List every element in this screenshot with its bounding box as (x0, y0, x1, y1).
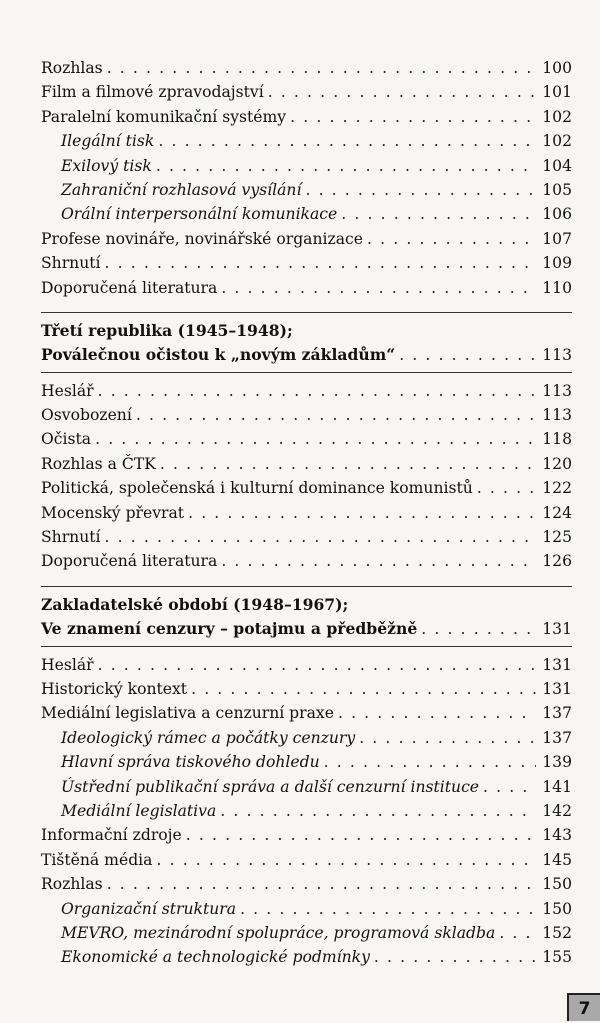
leader-dots (158, 129, 536, 153)
toc-entry-page: 104 (542, 156, 572, 175)
toc-entry (41, 823, 572, 847)
toc-entry-title: Exilový tisk (61, 156, 152, 175)
toc-entry (41, 677, 572, 701)
toc-entry-title: Rozhlas a ČTK (41, 454, 156, 473)
section-heading-line1: Zakladatelské období (1948–1967); (41, 594, 349, 614)
leader-dots (98, 653, 536, 677)
toc-entry-title: Osvobození (41, 406, 132, 425)
toc-entry-title: Orální interpersonální komunikace (61, 205, 338, 224)
leader-dots (98, 379, 536, 403)
toc-entry (41, 872, 572, 896)
toc-entry (41, 251, 572, 275)
toc-entry-page: 118 (542, 430, 572, 449)
toc-entry (41, 775, 572, 799)
toc-entry (41, 799, 572, 823)
toc-entry-title: Politická, společenská i kulturní dominance komunistů (41, 479, 473, 498)
toc-entry-page: 109 (542, 254, 572, 273)
toc-entry-title: Mocenský převrat (41, 503, 185, 522)
toc-entry-title: Film a filmové zpravodajství (41, 83, 264, 102)
section-heading-line2: Ve znamení cenzury – potajmu a předběžně (41, 619, 418, 639)
toc-entry-page: 107 (542, 229, 572, 248)
toc-entry (41, 80, 572, 104)
leader-dots (107, 56, 536, 80)
toc-entry-title: Mediální legislativa (61, 801, 217, 820)
toc-entry (41, 129, 572, 153)
toc-entry (41, 276, 572, 300)
toc-section (41, 379, 572, 574)
toc-entry (41, 921, 572, 945)
toc-entry (41, 202, 572, 226)
toc-entry-title: Rozhlas (41, 875, 103, 894)
toc-entry (41, 653, 572, 677)
toc-entry (41, 945, 572, 969)
leader-dots (499, 921, 536, 945)
toc-entry-title: Shrnutí (41, 254, 101, 273)
leader-dots (220, 799, 536, 823)
toc-entry (41, 379, 572, 403)
toc-entry-title: Rozhlas (41, 59, 103, 77)
page-number-badge: 7 (567, 993, 600, 1021)
section-heading-line1: Třetí republika (1945–1948); (41, 320, 293, 340)
leader-dots (105, 251, 536, 275)
toc-entry-page: 101 (542, 83, 572, 102)
toc-entry (41, 701, 572, 725)
toc-entry-title: Očista (41, 430, 92, 449)
toc-entry-page: 137 (542, 728, 572, 747)
toc-entry (41, 427, 572, 451)
toc-entry (41, 178, 572, 202)
section-heading-line2: Poválečnou očistou k „novým základům“ (41, 345, 396, 365)
leader-dots (324, 750, 536, 774)
toc-entry-title: Ekonomické a technologické podmínky (61, 948, 370, 967)
toc-entry-page: 113 (542, 381, 572, 400)
toc-entry-title: Mediální legislativa a cenzurní praxe (41, 704, 334, 723)
toc-entry-page: 137 (542, 704, 572, 723)
leader-dots (160, 452, 536, 476)
toc-entry-page: 141 (542, 777, 572, 796)
toc-entry (41, 897, 572, 921)
toc-entry-page: 106 (542, 205, 572, 224)
toc-entry (41, 105, 572, 129)
toc-entry-title: Profese novináře, novinářské organizace (41, 229, 363, 248)
toc-entry-title: Zahraniční rozhlasová vysílání (61, 180, 302, 199)
leader-dots (268, 80, 536, 104)
toc-entry-title: Shrnutí (41, 528, 101, 547)
toc-entry-page: 105 (542, 180, 572, 199)
leader-dots (240, 897, 536, 921)
toc-section-heading (41, 593, 572, 642)
section-heading-line2-row (41, 617, 572, 641)
section-divider (41, 312, 572, 313)
toc-entry (41, 726, 572, 750)
toc-entry-page: 131 (542, 679, 572, 698)
toc-entry-title: Hlavní správa tiskového dohledu (61, 753, 320, 772)
leader-dots (188, 501, 536, 525)
leader-dots (191, 677, 536, 701)
toc-entry (41, 56, 572, 80)
toc-entry (41, 750, 572, 774)
leader-dots (290, 105, 536, 129)
toc-section (41, 653, 572, 970)
toc-entry-page: 113 (542, 406, 572, 425)
leader-dots (374, 945, 536, 969)
section-heading-page: 131 (542, 620, 572, 639)
leader-dots (156, 848, 536, 872)
section-divider (41, 646, 572, 647)
toc-entry-page: 126 (542, 552, 572, 571)
leader-dots (477, 476, 536, 500)
leader-dots (186, 823, 536, 847)
toc-entry-page: 142 (542, 801, 572, 820)
leader-dots (95, 427, 536, 451)
toc-entry-page: 145 (542, 850, 572, 869)
toc-entry-title: Historický kontext (41, 679, 188, 698)
leader-dots (221, 276, 536, 300)
toc-entry-page: 120 (542, 454, 572, 473)
toc-entry-title: Doporučená literatura (41, 278, 218, 297)
toc-entry-page: 100 (542, 59, 572, 77)
leader-dots (341, 202, 536, 226)
toc-section-heading (41, 319, 572, 368)
toc-entry-title: Heslář (41, 381, 94, 400)
toc-entry-page: 122 (542, 479, 572, 498)
toc-entry-title: Paralelní komunikační systémy (41, 107, 287, 126)
toc-entry-page: 155 (542, 948, 572, 967)
toc-entry-page: 125 (542, 528, 572, 547)
leader-dots (338, 701, 536, 725)
toc-section (41, 56, 572, 300)
leader-dots (105, 525, 536, 549)
toc-entry-page: 110 (542, 278, 572, 297)
toc-entry-page: 139 (542, 753, 572, 772)
table-of-contents (41, 56, 572, 970)
toc-entry-page: 131 (542, 655, 572, 674)
toc-entry (41, 476, 572, 500)
toc-entry-title: Informační zdroje (41, 826, 182, 845)
toc-entry (41, 154, 572, 178)
toc-entry-title: Doporučená literatura (41, 552, 218, 571)
toc-entry-page: 102 (542, 107, 572, 126)
toc-entry-page: 150 (542, 899, 572, 918)
leader-dots (107, 872, 536, 896)
section-divider (41, 586, 572, 587)
leader-dots (359, 726, 536, 750)
leader-dots (483, 775, 536, 799)
toc-entry (41, 848, 572, 872)
leader-dots (399, 343, 536, 367)
toc-entry (41, 227, 572, 251)
toc-entry-page: 124 (542, 503, 572, 522)
toc-entry (41, 549, 572, 573)
toc-entry-page: 143 (542, 826, 572, 845)
toc-entry-title: MEVRO, mezinárodní spolupráce, programová skladba (61, 923, 496, 942)
toc-entry (41, 501, 572, 525)
toc-entry (41, 525, 572, 549)
leader-dots (156, 154, 536, 178)
toc-entry-title: Tištěná média (41, 850, 153, 869)
leader-dots (367, 227, 536, 251)
toc-entry-page: 152 (542, 923, 572, 942)
toc-entry-title: Ideologický rámec a počátky cenzury (61, 728, 356, 747)
leader-dots (421, 617, 536, 641)
toc-entry (41, 403, 572, 427)
toc-entry-page: 150 (542, 875, 572, 894)
toc-entry-page: 102 (542, 132, 572, 151)
toc-entry-title: Organizační struktura (61, 899, 237, 918)
section-heading-page: 113 (542, 346, 572, 365)
leader-dots (305, 178, 536, 202)
section-divider (41, 372, 572, 373)
section-heading-line2-row (41, 343, 572, 367)
leader-dots (221, 549, 536, 573)
toc-entry (41, 452, 572, 476)
toc-entry-title: Ilegální tisk (61, 132, 155, 151)
toc-entry-title: Heslář (41, 655, 94, 674)
leader-dots (136, 403, 536, 427)
toc-entry-title: Ústřední publikační správa a další cenzurní instituce (61, 777, 480, 796)
